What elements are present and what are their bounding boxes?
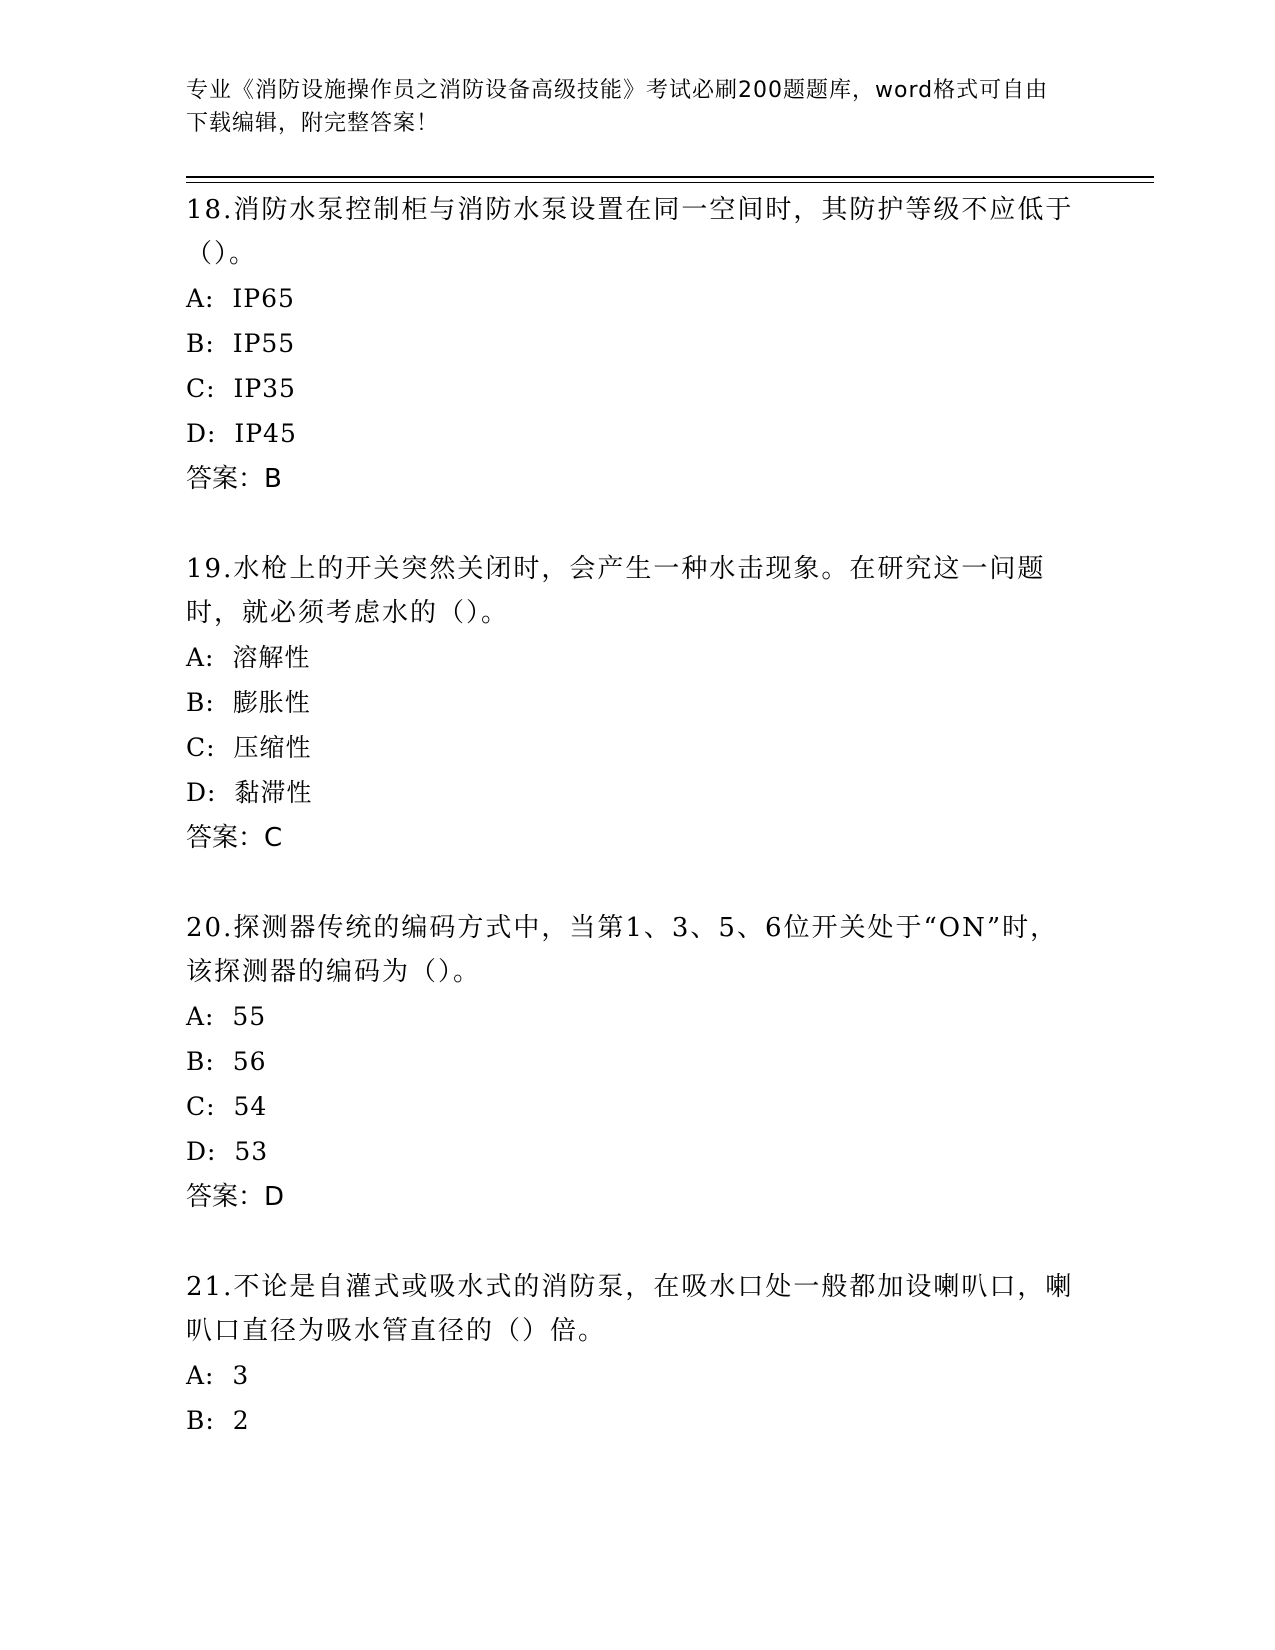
answer: 答案：B (186, 464, 282, 494)
option-a: A: 3 (186, 1361, 250, 1390)
question-21 (186, 1265, 1086, 1443)
option-a: A: 溶解性 (186, 643, 311, 672)
option-b: B: IP55 (186, 329, 296, 358)
option-d: D: IP45 (186, 419, 297, 448)
question-18 (186, 188, 1086, 502)
option-b: B: 膨胀性 (186, 688, 311, 717)
answer: 答案：D (186, 1182, 285, 1212)
header-divider-thick (186, 176, 1154, 178)
option-a: A: IP65 (186, 284, 295, 313)
document-header: 专业《消防设施操作员之消防设备高级技能》考试必刷200题题库，word格式可自由下载编辑，附完整答案！ (186, 78, 1049, 136)
option-b: B: 2 (186, 1406, 250, 1435)
answer: 答案：C (186, 823, 283, 853)
option-d: D: 53 (186, 1137, 269, 1166)
question-19 (186, 547, 1086, 861)
header-divider-thin (186, 182, 1154, 183)
option-c: C: IP35 (186, 374, 296, 403)
question-stem: 21.不论是自灌式或吸水式的消防泵，在吸水口处一般都加设喇叭口，喇叭口直径为吸水管直径的（）倍。 (186, 1272, 1074, 1346)
question-20 (186, 906, 1086, 1220)
question-stem: 19.水枪上的开关突然关闭时，会产生一种水击现象。在研究这一问题时，就必须考虑水的（）。 (186, 554, 1046, 628)
option-b: B: 56 (186, 1047, 267, 1076)
option-c: C: 54 (186, 1092, 268, 1121)
option-c: C: 压缩性 (186, 733, 312, 762)
option-d: D: 黏滞性 (186, 778, 313, 807)
question-stem: 20.探测器传统的编码方式中，当第1、3、5、6位开关处于“ON”时，该探测器的编码为（）。 (186, 913, 1059, 987)
question-stem: 18.消防水泵控制柜与消防水泵设置在同一空间时，其防护等级不应低于（）。 (186, 195, 1074, 269)
option-a: A: 55 (186, 1002, 267, 1031)
